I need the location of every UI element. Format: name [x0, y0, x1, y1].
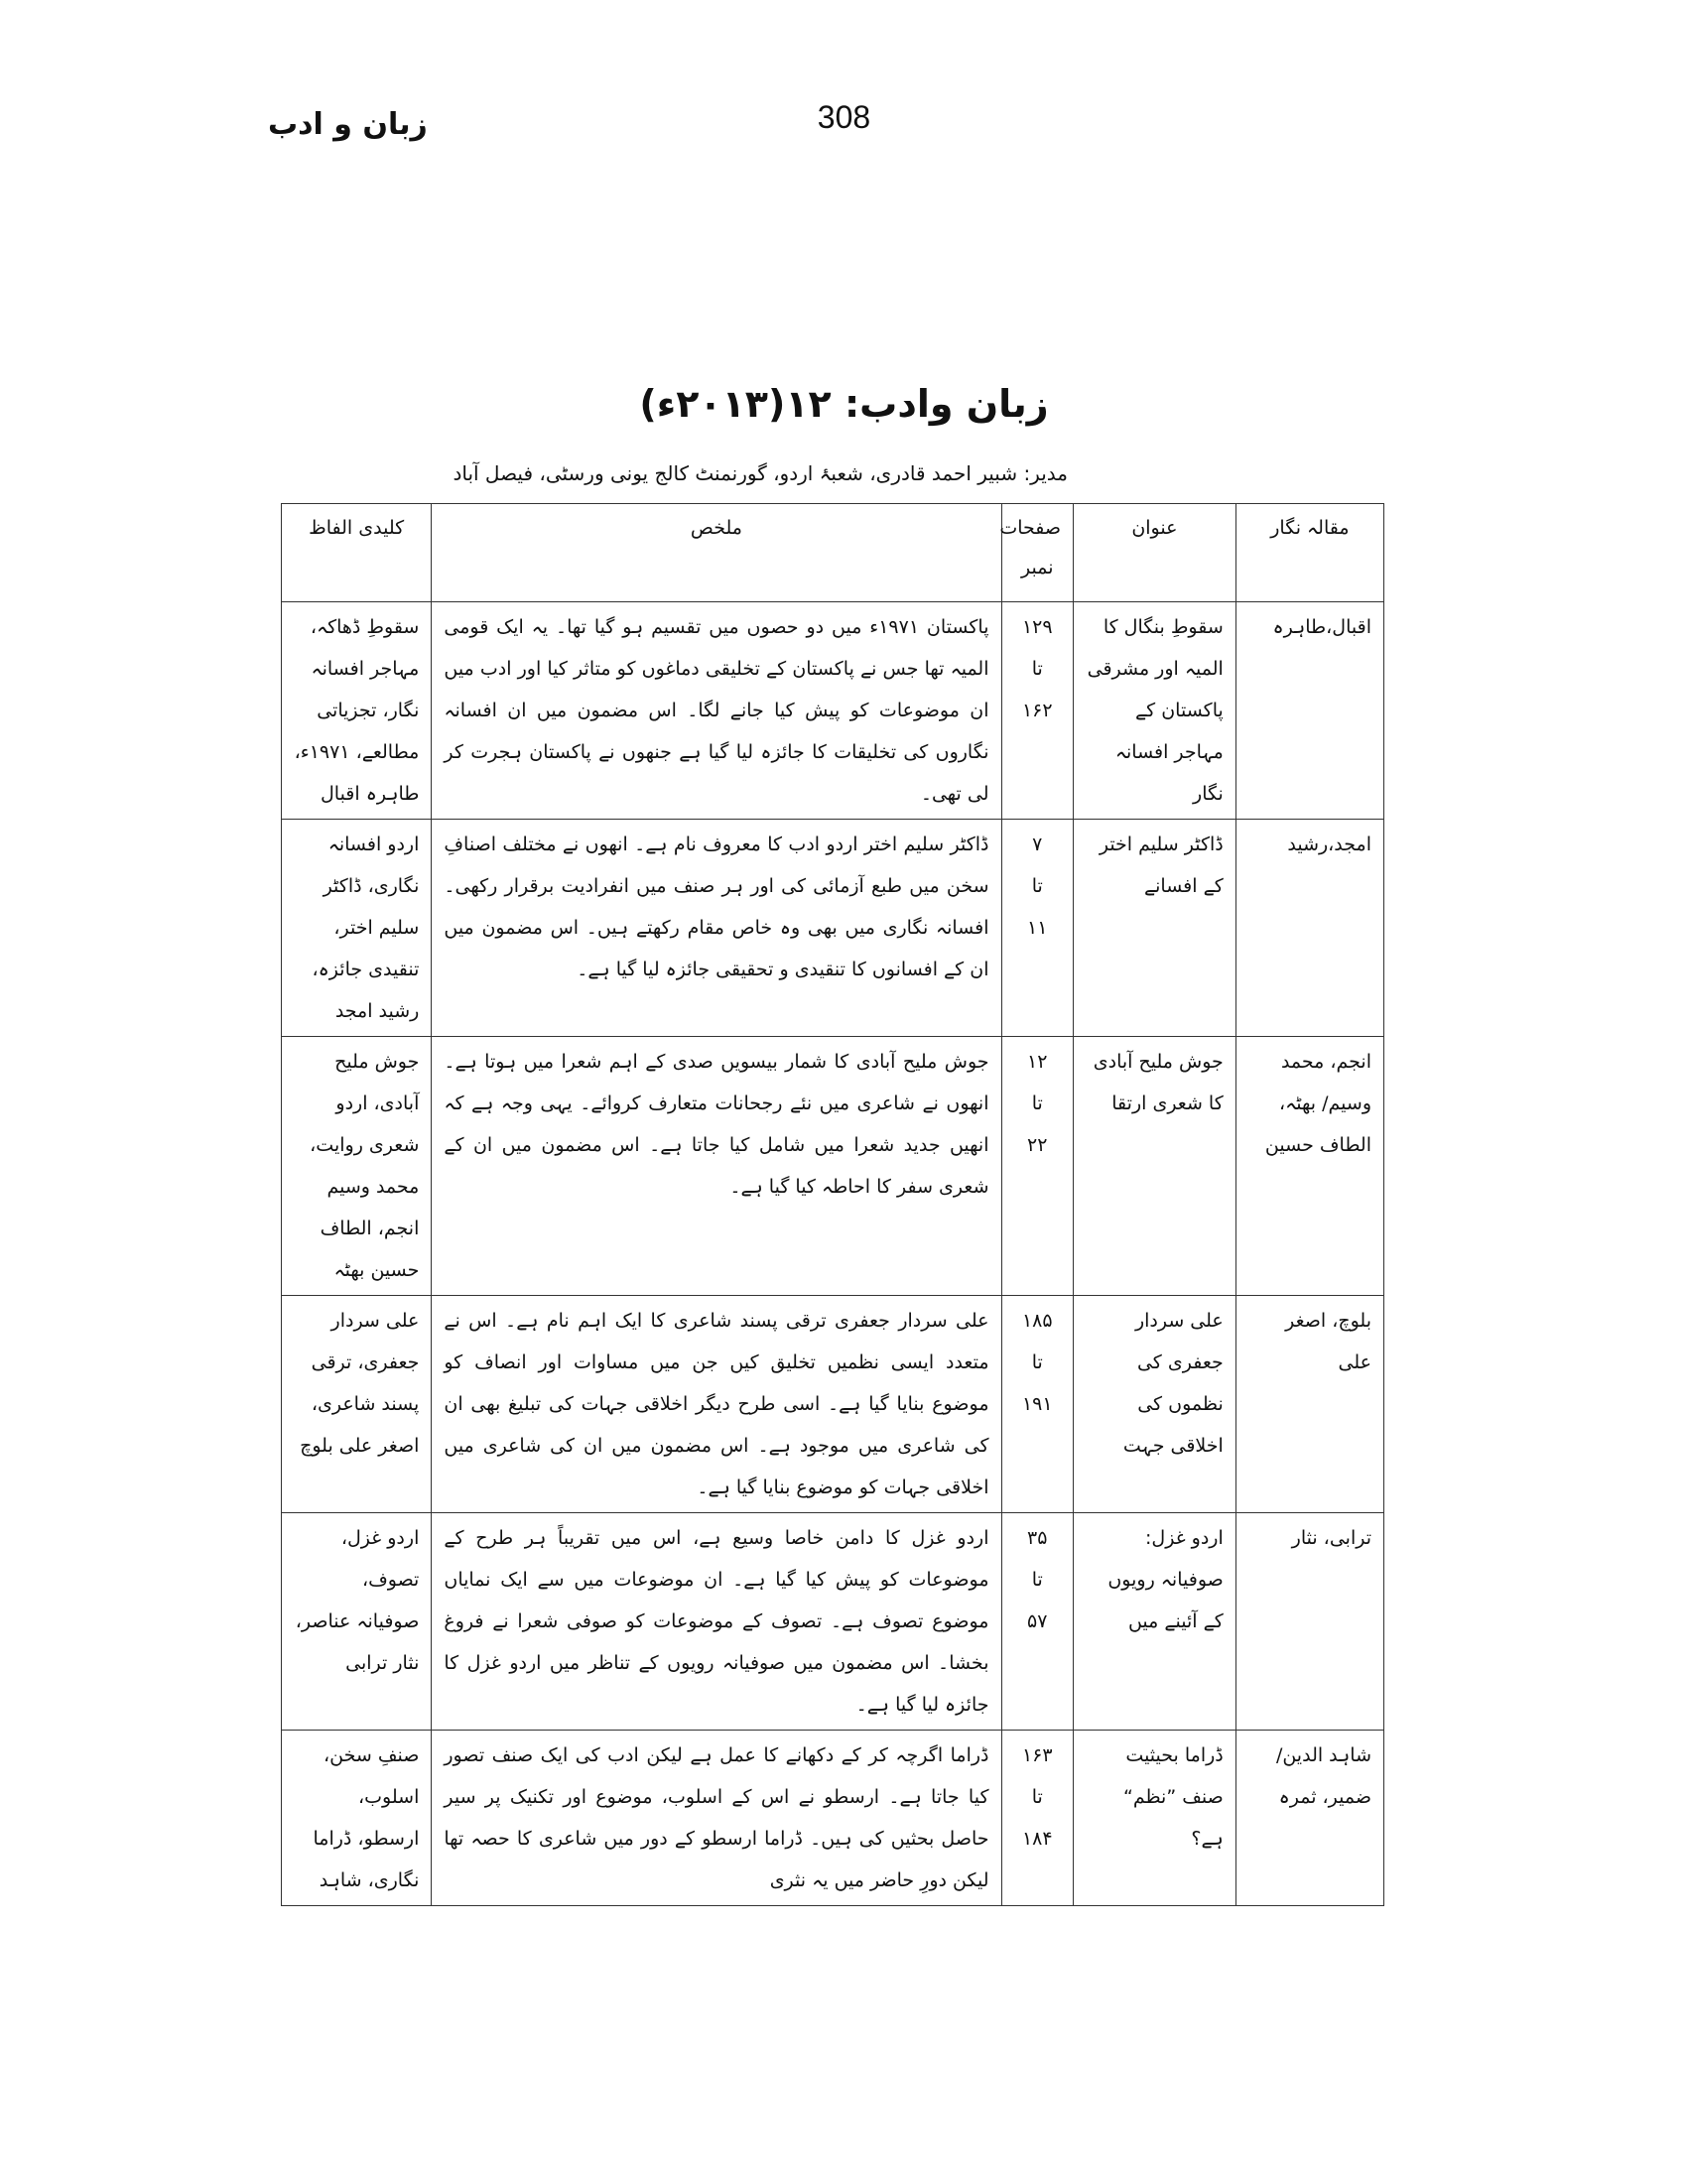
- page-from: ۱۸۵: [1021, 1310, 1053, 1332]
- abstract-cell: ڈراما اگرچہ کر کے دکھانے کا عمل ہے لیکن ادب کی ایک صنف تصور کیا جاتا ہے۔ ارسطو نے اس کے اسلوب، موضوع اور تکنیک پر سیر حاصل بحثیں کی ہیں۔ ڈراما ارسطو کے دور میں شاعری کا حصہ تھا لیکن دورِ حاضر میں یہ نثری: [432, 1731, 1001, 1906]
- title-cell: جوش ملیح آبادی کا شعری ارتقا: [1074, 1037, 1236, 1296]
- range-separator: تا: [1031, 875, 1043, 897]
- page-number: 308: [817, 99, 871, 135]
- table-row: [282, 1731, 1384, 1906]
- range-separator: تا: [1031, 1092, 1043, 1114]
- author-cell: بلوچ، اصغر علی: [1235, 1296, 1383, 1513]
- page-to: ۱۶۲: [1021, 700, 1053, 721]
- journal-title: زبان وادب: ۱۲(۲۰۱۳ء): [639, 382, 1049, 426]
- range-separator: تا: [1031, 1569, 1043, 1591]
- page-from: ۳۵: [1027, 1527, 1048, 1549]
- abstract-cell: اردو غزل کا دامن خاصا وسیع ہے، اس میں تقریباً ہر طرح کے موضوعات کو پیش کیا گیا ہے۔ ان موضوعات میں سے ایک نمایاں موضوع تصوف ہے۔ تصوف کے موضوعات کو صوفی شعرا نے فروغ بخشا۔ اس مضمون میں صوفیانہ رویوں کے تناظر میں اردو غزل کا جائزہ لیا گیا ہے۔: [432, 1513, 1001, 1731]
- table-header-row: [282, 504, 1384, 602]
- page-to: ۵۷: [1027, 1610, 1048, 1632]
- author-cell: اقبال،طاہرہ: [1235, 602, 1383, 820]
- header-keywords: کلیدی الفاظ: [282, 504, 432, 602]
- pages-cell: [1001, 1037, 1074, 1296]
- author-cell: شاہد الدین/ ضمیر، ثمرہ: [1235, 1731, 1383, 1906]
- range-separator: تا: [1031, 1351, 1043, 1373]
- title-cell: سقوطِ بنگال کا المیہ اور مشرقی پاکستان کے مہاجر افسانہ نگار: [1074, 602, 1236, 820]
- abstract-cell: ڈاکٹر سلیم اختر اردو ادب کا معروف نام ہے۔ انھوں نے مختلف اصنافِ سخن میں طبع آزمائی کی اور ہر صنف میں انفرادیت برقرار رکھی۔ افسانہ نگاری میں بھی وہ خاص مقام رکھتے ہیں۔ اس مضمون میں ان کے افسانوں کا تنقیدی و تحقیقی جائزہ لیا گیا ہے۔: [432, 820, 1001, 1037]
- title-cell: علی سردار جعفری کی نظموں کی اخلاقی جہت: [1074, 1296, 1236, 1513]
- editor-line: مدیر: شبیر احمد قادری، شعبۂ اردو، گورنمنٹ کالج یونی ورسٹی، فیصل آباد: [453, 461, 1068, 485]
- page-to: ۱۹۱: [1021, 1393, 1053, 1415]
- table-row: [282, 1513, 1384, 1731]
- header-abstract: ملخص: [432, 504, 1001, 602]
- keywords-cell: جوش ملیح آبادی، اردو شعری روایت، محمد وسیم انجم، الطاف حسین بھٹہ: [282, 1037, 432, 1296]
- table-row: [282, 820, 1384, 1037]
- page-from: ۷: [1032, 834, 1043, 855]
- pages-cell: [1001, 1513, 1074, 1731]
- pages-cell: [1001, 820, 1074, 1037]
- title-cell: ڈاکٹر سلیم اختر کے افسانے: [1074, 820, 1236, 1037]
- header-pages: صفحات نمبر: [1001, 504, 1074, 602]
- keywords-cell: علی سردار جعفری، ترقی پسند شاعری، اصغر علی بلوچ: [282, 1296, 432, 1513]
- page-from: ۱۲: [1027, 1051, 1048, 1073]
- page-from: ۱۶۳: [1021, 1744, 1053, 1766]
- abstract-cell: پاکستان ۱۹۷۱ء میں دو حصوں میں تقسیم ہو گیا تھا۔ یہ ایک قومی المیہ تھا جس نے پاکستان کے تخلیقی دماغوں کو متاثر کیا اور ادب میں ان موضوعات کو پیش کیا جانے لگا۔ اس مضمون میں ان افسانہ نگاروں کی تخلیقات کا جائزہ لیا گیا ہے جنھوں نے پاکستان ہجرت کر لی تھی۔: [432, 602, 1001, 820]
- table-row: [282, 1037, 1384, 1296]
- title-cell: ڈراما بحیثیت صنف ”نظم“ ہے؟: [1074, 1731, 1236, 1906]
- keywords-cell: صنفِ سخن، اسلوب، ارسطو، ڈراما نگاری، شاہد: [282, 1731, 432, 1906]
- page-to: ۱۱: [1027, 917, 1048, 939]
- pages-cell: [1001, 1731, 1074, 1906]
- page-from: ۱۲۹: [1021, 616, 1053, 638]
- page-to: ۲۲: [1027, 1134, 1048, 1156]
- articles-table: [281, 503, 1384, 1906]
- pages-cell: [1001, 1296, 1074, 1513]
- title-cell: اردو غزل: صوفیانہ رویوں کے آئینے میں: [1074, 1513, 1236, 1731]
- range-separator: تا: [1031, 658, 1043, 680]
- author-cell: ترابی، نثار: [1235, 1513, 1383, 1731]
- keywords-cell: اردو افسانہ نگاری، ڈاکٹر سلیم اختر، تنقیدی جائزہ، رشید امجد: [282, 820, 432, 1037]
- keywords-cell: اردو غزل، تصوف، صوفیانہ عناصر، نثار ترابی: [282, 1513, 432, 1731]
- range-separator: تا: [1031, 1786, 1043, 1808]
- abstract-cell: جوش ملیح آبادی کا شمار بیسویں صدی کے اہم شعرا میں ہوتا ہے۔ انھوں نے شاعری میں نئے رجحانات متعارف کروائے۔ یہی وجہ ہے کہ انھیں جدید شعرا میں شامل کیا جاتا ہے۔ اس مضمون میں ان کے شعری سفر کا احاطہ کیا گیا ہے۔: [432, 1037, 1001, 1296]
- author-cell: انجم، محمد وسیم/ بھٹہ، الطاف حسین: [1235, 1037, 1383, 1296]
- pages-cell: [1001, 602, 1074, 820]
- table-row: [282, 1296, 1384, 1513]
- abstract-cell: علی سردار جعفری ترقی پسند شاعری کا ایک اہم نام ہے۔ اس نے متعدد ایسی نظمیں تخلیق کیں جن میں مساوات اور انصاف کو موضوع بنایا گیا ہے۔ اسی طرح دیگر اخلاقی جہات کی تبلیغ بھی ان کی شاعری میں موجود ہے۔ اس مضمون میں ان کی شاعری میں اخلاقی جہات کو موضوع بنایا گیا ہے۔: [432, 1296, 1001, 1513]
- author-cell: امجد،رشید: [1235, 820, 1383, 1037]
- keywords-cell: سقوطِ ڈھاکہ، مہاجر افسانہ نگار، تجزیاتی مطالعے، ۱۹۷۱ء، طاہرہ اقبال: [282, 602, 432, 820]
- table-row: [282, 602, 1384, 820]
- header-title: عنوان: [1074, 504, 1236, 602]
- running-title: زبان و ادب: [268, 107, 428, 142]
- header-author: مقالہ نگار: [1235, 504, 1383, 602]
- page-to: ۱۸۴: [1021, 1828, 1053, 1850]
